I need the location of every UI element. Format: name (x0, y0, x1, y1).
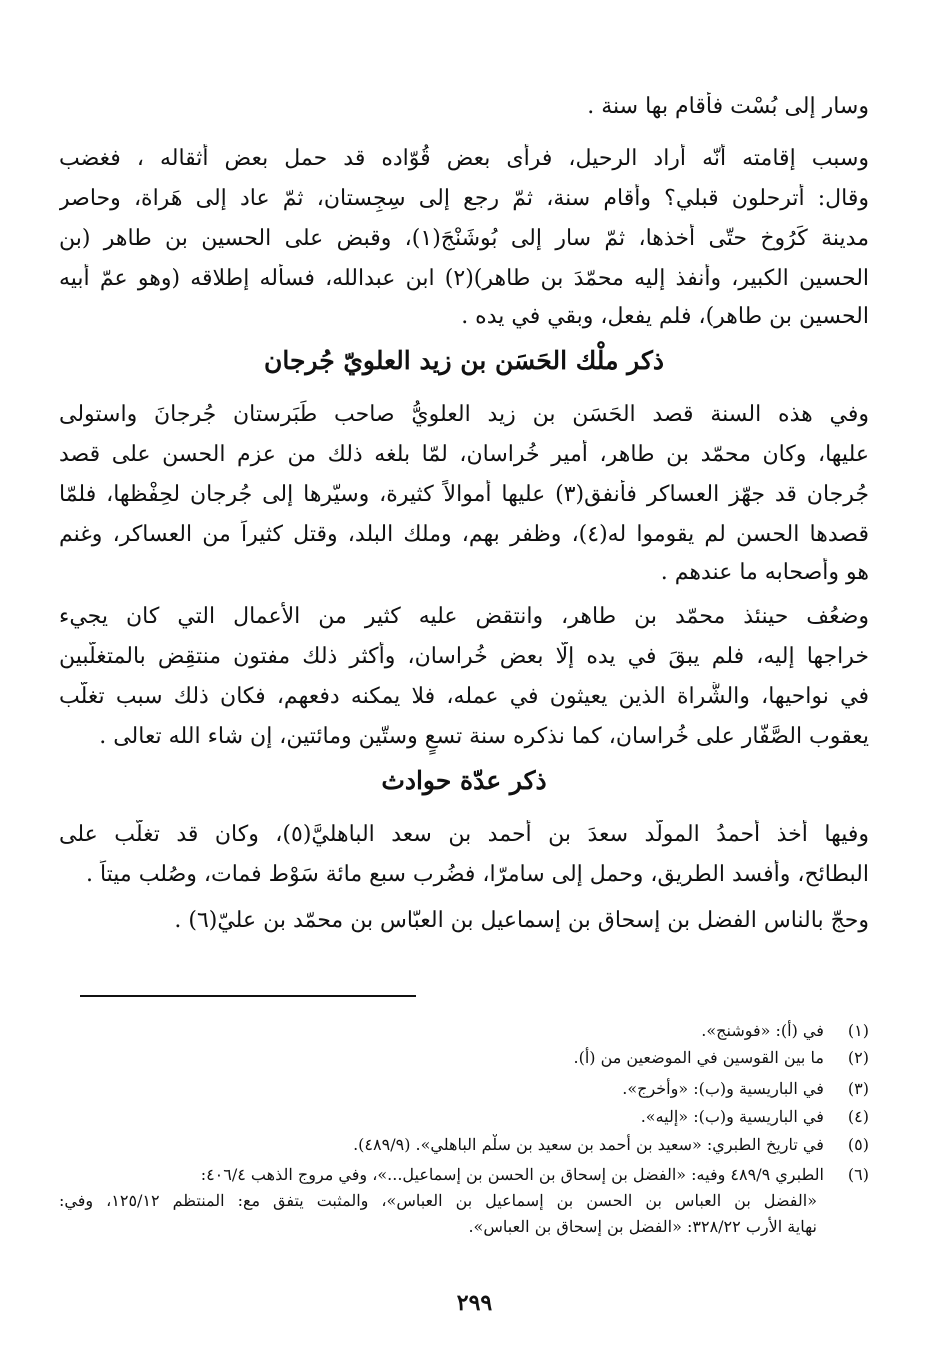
section2-line-3: وحجّ بالناس الفضل بن إسحاق بن إسماعيل بن العبّاس بن محمّد بن عليّ(٦) . (174, 908, 869, 933)
footnote-6 (59, 1164, 869, 1190)
footnote-1 (59, 1020, 869, 1046)
footnote-2 (59, 1047, 869, 1073)
body-line-6: الحسين بن طاهر)، فلم يفعل، وبقي في يده . (461, 304, 869, 329)
footnote-3 (59, 1078, 869, 1104)
footnote-6-continuation-1: «الفضل بن العباس بن الحسن بن إسماعيل بن العباس»، والمثبت يتفق مع: المنتظم ١٢٥/١٢، وفي: (59, 1191, 817, 1210)
section2-line-2: البطائح، وأفسد الطريق، وحمل إلى سامرّا، فضُرب سبع مائة سَوْط فمات، وصُلب ميتاً . (85, 862, 869, 887)
footnote-number: (٢) (847, 1048, 869, 1067)
footnote-text: الطبري ٤٨٩/٩ وفيه: «الفضل بن إسحاق بن الحسن بن إسماعيل...»، وفي مروج الذهب ٤٠٦/٤: (200, 1165, 824, 1184)
footnote-4 (59, 1106, 869, 1132)
footnote-number: (٥) (847, 1135, 869, 1154)
section1b-line-4: يعقوب الصَّفّار على خُراسان، كما نذكره سنة تسعٍ وستّين ومائتين، إن شاء الله تعالى . (99, 724, 869, 749)
footnote-text: في (أ): «فوشنج». (701, 1021, 824, 1040)
section1-line-1: وفي هذه السنة قصد الحَسَن بن زيد العلويُّ صاحب طَبَرستان جُرجانَ واستولى (59, 402, 869, 427)
body-line-1: وسار إلى بُسْت فأقام بها سنة . (587, 94, 869, 119)
footnote-number: (١) (847, 1021, 869, 1040)
body-line-5: الحسين الكبير، وأنفذ إليه محمّدَ بن طاهر)(٢) ابن عبدالله، فسأله إطلاقه (وهو عمّ أبيه (59, 266, 869, 291)
body-line-4: مدينة كَرُوخ حتّى أخذها، ثمّ سار إلى بُوشَنْجَ(١)، وقبض على الحسين بن طاهر (بن (59, 226, 869, 251)
section2-line-1: وفيها أخذ أحمدُ المولّد سعدَ بن أحمد بن سعد الباهليَّ(٥)، وكان قد تغلّب على (59, 822, 869, 847)
footnote-text: ما بين القوسين في الموضعين من (أ). (573, 1048, 824, 1067)
body-line-3: وقال: أترحلون قبلي؟ وأقام سنة، ثمّ رجع إلى سِجِستان، ثمّ عاد إلى هَراة، وحاصر (59, 186, 869, 211)
footnote-number: (٤) (847, 1107, 869, 1126)
section-heading-hasan: ذكر ملْك الحَسَن بن زيد العلويّ جُرجان (263, 346, 665, 375)
section-heading-events: ذكر عدّة حوادث (381, 766, 547, 795)
page-number: ٢٩٩ (456, 1290, 493, 1316)
footnote-text: في الباريسية و(ب): «إليه». (640, 1107, 824, 1126)
footnote-number: (٣) (847, 1079, 869, 1098)
section1-line-5: هو وأصحابه ما عندهم . (660, 560, 869, 585)
section1-line-2: عليها، وكان محمّد بن طاهر، أمير خُراسان، لمّا بلغه ذلك من عزم الحسن على قصد (59, 442, 869, 467)
section1b-line-3: في نواحيها، والشُّراة الذين يعيثون في عمله، فلا يمكنه دفعهم، فكان ذلك سبب تغلّب (59, 684, 869, 709)
body-line-2: وسبب إقامته أنّه أراد الرحيل، فرأى بعض قُوّاده قد حمل بعض أثقاله ، فغضب (59, 146, 869, 171)
section1b-line-2: خراجها إليه، فلم يبقَ في يده إلّا بعض خُراسان، وأكثر ذلك مفتون منتقِض بالمتغلّبين (59, 644, 869, 669)
footnote-text: في تاريخ الطبري: «سعيد بن أحمد بن سعيد بن سلْم الباهلي». (٤٨٩/٩). (353, 1135, 824, 1154)
section1-line-3: جُرجان قد جهّز العساكر فأنفق(٣) عليها أموالاً كثيرة، وسيّرها إلى جُرجان لحِفْظها، فلمّا (59, 482, 869, 507)
footnote-number: (٦) (847, 1165, 869, 1184)
footnote-separator (80, 995, 416, 997)
section1-line-4: قصدها الحسن لم يقوموا له(٤)، وظفر بهم، وملك البلد، وقتل كثيراً من العساكر، وغنم (59, 522, 869, 547)
footnote-5 (59, 1134, 869, 1160)
footnote-6-continuation-2: نهاية الأرب ٣٢٨/٢٢: «الفضل بن إسحاق بن العباس». (468, 1217, 817, 1236)
footnote-text: في الباريسية و(ب): «وأخرج». (622, 1079, 824, 1098)
section1b-line-1: وضعُف حينئذ محمّد بن طاهر، وانتقض عليه كثير من الأعمال التي كان يجيء (59, 604, 869, 629)
